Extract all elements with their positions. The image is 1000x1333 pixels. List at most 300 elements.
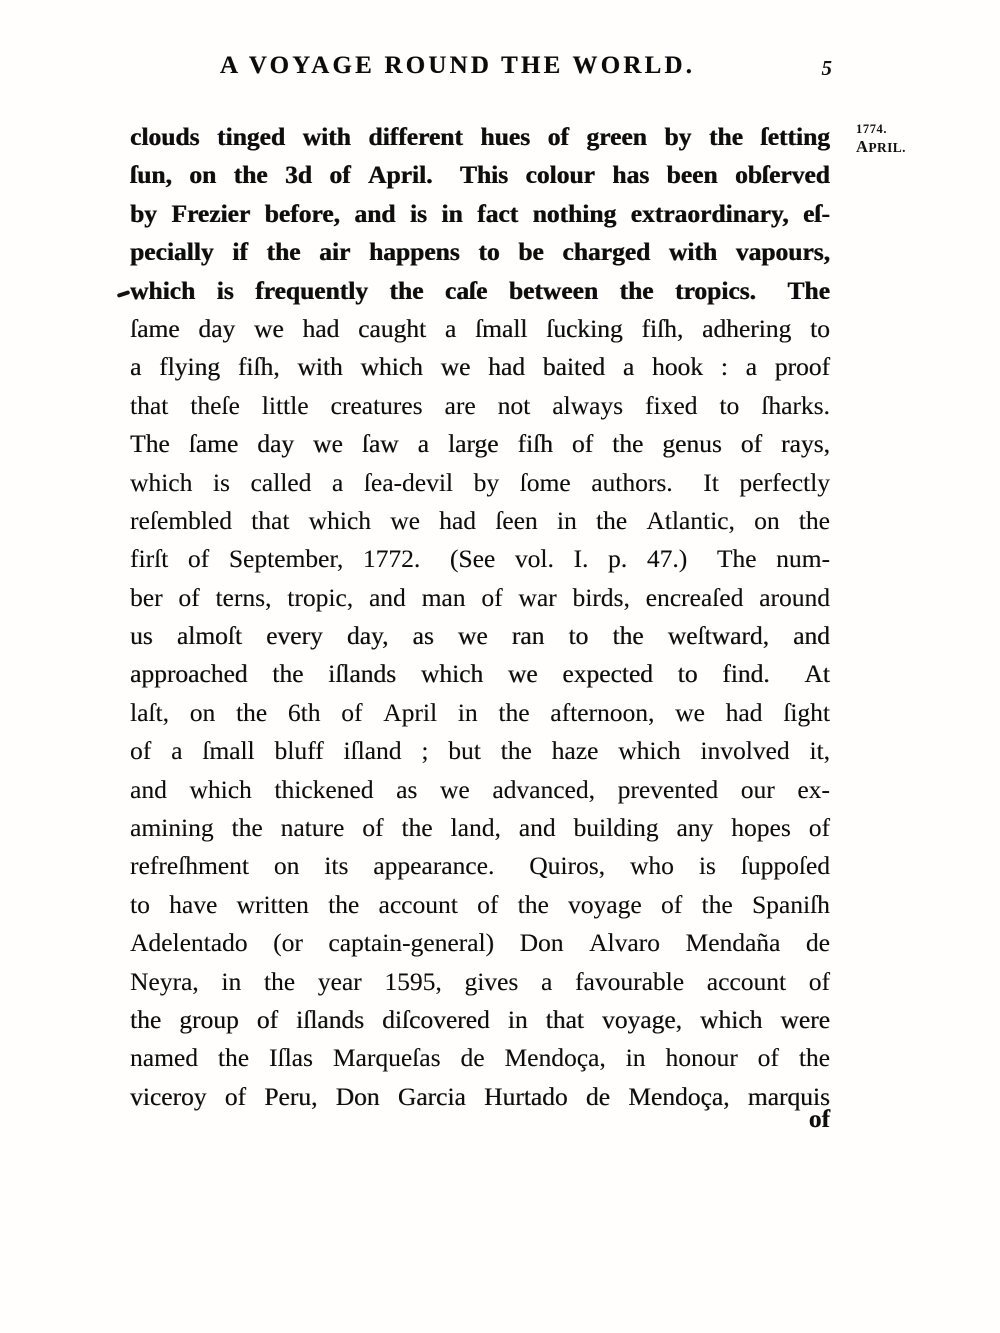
word: 1595,	[384, 966, 442, 996]
word: a	[540, 966, 553, 996]
word: in	[625, 1043, 646, 1073]
word: caught	[358, 313, 427, 343]
word: of	[571, 429, 594, 459]
word: diſcovered	[382, 1004, 490, 1034]
word: involved	[700, 736, 790, 766]
word: which	[360, 352, 423, 382]
word: the	[263, 966, 296, 996]
word: Mendoça,	[504, 1043, 606, 1073]
text-line	[130, 160, 830, 198]
word: laſt,	[130, 697, 169, 727]
word: ſight	[783, 697, 830, 727]
word: the	[235, 697, 268, 727]
word: ſome	[519, 467, 571, 497]
word: birds,	[572, 582, 630, 612]
word: baited	[542, 352, 606, 382]
word: Peru,	[264, 1081, 318, 1111]
word: bluff	[274, 736, 324, 766]
word: 1772.	[362, 544, 421, 574]
word: colour	[525, 160, 595, 190]
text-line	[130, 1005, 830, 1043]
word: ſmall	[202, 736, 255, 766]
word: a	[171, 736, 183, 766]
word: Iſlas	[269, 1043, 313, 1073]
word: we	[507, 659, 538, 689]
word: we	[457, 621, 488, 651]
word: as	[396, 774, 418, 804]
word: by	[664, 122, 692, 151]
word: fiſh,	[641, 313, 684, 343]
word: authors.	[591, 467, 673, 497]
text-line	[130, 352, 830, 390]
text-line	[130, 122, 830, 160]
word: marquis	[747, 1081, 830, 1111]
word: of	[178, 582, 200, 612]
word: ſun,	[130, 160, 172, 190]
word: of	[224, 1081, 246, 1111]
text-line	[130, 851, 830, 889]
word: April.	[367, 160, 433, 190]
word: clouds	[130, 122, 200, 151]
text-line	[130, 276, 830, 314]
word: rays,	[781, 429, 830, 459]
word: our	[740, 774, 775, 804]
word: amining	[130, 813, 214, 843]
text-line	[130, 583, 830, 621]
word: building	[573, 813, 659, 843]
word: fiſh	[517, 429, 553, 459]
word: thickened	[274, 774, 374, 804]
word: the	[517, 889, 549, 919]
word: This	[459, 160, 509, 190]
word: voyage,	[601, 1004, 682, 1034]
word: Spaniſh	[751, 889, 830, 919]
word: on	[189, 160, 217, 190]
word: nothing	[532, 198, 617, 228]
word: in	[441, 198, 463, 228]
word: nature	[280, 813, 345, 843]
word: Marqueſas	[332, 1043, 441, 1073]
word: find.	[722, 659, 770, 689]
word: 3d	[284, 160, 312, 190]
word: (See	[449, 544, 496, 574]
word: vapours,	[735, 237, 830, 267]
word: we	[313, 429, 343, 459]
word: the	[708, 122, 743, 151]
word: It	[703, 467, 719, 497]
text-line	[130, 698, 830, 736]
word: a	[130, 352, 142, 382]
word: extraordinary,	[630, 198, 789, 228]
word: is	[698, 851, 716, 881]
word: hook	[651, 352, 703, 382]
margin-note-year: 1774.	[856, 122, 888, 136]
word: little	[261, 390, 309, 420]
catchword: of	[808, 1104, 830, 1133]
word: a	[745, 352, 757, 382]
word: a	[622, 352, 635, 382]
word: approached	[130, 659, 248, 689]
word: the	[233, 160, 268, 190]
word: perfectly	[739, 467, 830, 497]
word: fact	[477, 198, 519, 228]
word: 6th	[287, 697, 321, 727]
word: haze	[551, 736, 599, 766]
word: called	[250, 467, 312, 497]
word: genus	[662, 429, 722, 459]
word: afternoon,	[550, 697, 655, 727]
word: the	[619, 275, 654, 305]
word: Don	[519, 928, 564, 958]
word: before,	[264, 198, 340, 228]
text-line	[130, 506, 830, 544]
word: The	[130, 429, 170, 459]
word: man	[421, 582, 466, 612]
text-line	[130, 237, 830, 275]
word: Neyra,	[130, 966, 199, 996]
text-line	[130, 1043, 830, 1081]
word: and	[518, 813, 556, 843]
word: the	[266, 237, 301, 267]
stray-ink-mark	[117, 290, 131, 298]
word: refreſhment	[130, 851, 249, 881]
word: Adelentado	[130, 928, 248, 958]
word: in	[556, 505, 577, 535]
word: a	[417, 429, 429, 459]
word: prevented	[617, 774, 719, 804]
word: on	[273, 851, 300, 881]
word: num-	[776, 544, 830, 574]
word: year	[317, 966, 362, 996]
word: the	[798, 505, 830, 535]
word: we	[440, 352, 471, 382]
text-line	[130, 314, 830, 352]
word: on	[189, 697, 216, 727]
word: day	[257, 429, 295, 459]
word: ſuppoſed	[740, 851, 830, 881]
word: we	[439, 774, 470, 804]
word: had	[302, 313, 340, 343]
word: always	[552, 390, 624, 420]
word: creatures	[330, 390, 423, 420]
word: group	[179, 1004, 239, 1034]
word: with	[297, 352, 343, 382]
word: written	[236, 889, 309, 919]
word: pecially	[130, 237, 214, 267]
word: happens	[368, 237, 460, 267]
word: ſucking	[546, 313, 623, 343]
word: Hurtado	[484, 1081, 568, 1111]
body-text-block	[130, 122, 830, 1120]
word: air	[319, 237, 351, 267]
word: the	[130, 1004, 162, 1034]
word: that	[130, 390, 169, 420]
text-line	[130, 890, 830, 928]
word: and	[130, 774, 167, 804]
page-number: 5	[821, 56, 832, 80]
word: the	[389, 275, 424, 305]
word: adhering	[702, 313, 792, 343]
word: hopes	[731, 813, 791, 843]
word: fiſh,	[237, 352, 280, 382]
word: I.	[573, 544, 589, 574]
word: any	[676, 813, 714, 843]
word: Mendaña	[685, 928, 781, 958]
word: of	[256, 1004, 278, 1034]
word: green	[586, 122, 647, 151]
word: :	[720, 352, 728, 382]
word: are	[444, 390, 476, 420]
word: ;	[421, 736, 429, 766]
running-head	[130, 52, 832, 96]
word: ſetting	[760, 122, 830, 151]
word: reſembled	[130, 505, 232, 535]
marginal-date-note	[856, 122, 966, 156]
word: by	[130, 198, 157, 228]
text-line	[130, 928, 830, 966]
word: September,	[228, 544, 344, 574]
word: Don	[335, 1081, 380, 1111]
word: with	[302, 122, 351, 151]
word: is	[216, 275, 234, 305]
word: who	[629, 851, 674, 881]
word: of	[740, 429, 763, 459]
word: voyage	[568, 889, 642, 919]
text-line	[130, 967, 830, 1005]
word: the	[217, 1043, 250, 1073]
word: expected	[562, 659, 653, 689]
word: of	[329, 160, 351, 190]
word: appearance.	[373, 851, 495, 881]
word: that	[251, 505, 290, 535]
word: which	[308, 505, 371, 535]
word: have	[169, 889, 218, 919]
word: eſ-	[803, 198, 830, 228]
word: and	[354, 198, 396, 228]
word: a	[444, 313, 457, 343]
word: a	[331, 467, 344, 497]
word: ſaw	[361, 429, 399, 459]
word: tropic,	[287, 582, 354, 612]
word: been	[666, 160, 718, 190]
word: were	[780, 1004, 830, 1034]
word: to	[810, 313, 830, 343]
text-line	[130, 468, 830, 506]
margin-note-month: APRIL.	[856, 136, 906, 156]
word: account	[378, 889, 458, 919]
word: p.	[608, 544, 628, 574]
word: Mendoça,	[628, 1081, 730, 1111]
word: war	[518, 582, 557, 612]
word: we	[390, 505, 420, 535]
word: the	[401, 813, 433, 843]
word: vol.	[514, 544, 554, 574]
word: 47.)	[646, 544, 688, 574]
word: ſame	[130, 313, 180, 343]
word: encreaſed	[645, 582, 744, 612]
word: on	[754, 505, 780, 535]
word: of	[660, 889, 683, 919]
text-line	[130, 813, 830, 851]
word: Atlantic,	[646, 505, 735, 535]
word: theſe	[190, 390, 240, 420]
word: different	[368, 122, 463, 151]
word: day	[198, 313, 236, 343]
word: is	[409, 198, 427, 228]
word: Frezier	[171, 198, 251, 228]
word: in	[457, 697, 478, 727]
word: ber	[130, 582, 163, 612]
word: frequently	[255, 275, 368, 305]
word: (or	[273, 928, 303, 958]
word: with	[668, 237, 718, 267]
word: it,	[809, 736, 830, 766]
word: of	[341, 697, 363, 727]
word: which	[700, 1004, 763, 1034]
word: as	[412, 621, 434, 651]
word: of	[808, 966, 830, 996]
word: in	[507, 1004, 528, 1034]
text-line	[130, 429, 830, 467]
word: the	[595, 505, 628, 535]
word: the	[612, 621, 644, 651]
word: April	[383, 697, 438, 727]
word: around	[759, 582, 830, 612]
word: the	[328, 889, 360, 919]
word: account	[706, 966, 787, 996]
word: iſlands	[328, 659, 397, 689]
word: be	[518, 237, 544, 267]
word: which	[130, 467, 193, 497]
word: fixed	[645, 390, 698, 420]
word: not	[497, 390, 531, 420]
word: of	[362, 813, 384, 843]
word: to	[130, 889, 150, 919]
word: which	[420, 659, 484, 689]
word: the	[272, 659, 304, 689]
text-line	[130, 736, 830, 774]
word: is	[212, 467, 230, 497]
word: and	[793, 621, 830, 651]
word: viceroy	[130, 1081, 207, 1111]
word: of	[477, 889, 499, 919]
word: charged	[562, 237, 651, 267]
text-line	[130, 391, 830, 429]
word: flying	[159, 352, 221, 382]
word: honour	[665, 1043, 738, 1073]
word: the	[612, 429, 644, 459]
word: firſt	[130, 544, 169, 574]
word: ran	[511, 621, 545, 651]
word: we	[253, 313, 284, 343]
word: between	[508, 275, 599, 305]
word: us	[130, 621, 153, 651]
word: iſlands	[296, 1004, 365, 1034]
word: Garcia	[397, 1081, 466, 1111]
word: hues	[480, 122, 530, 151]
word: if	[232, 237, 248, 267]
word: caſe	[444, 275, 488, 305]
word: proof	[774, 352, 830, 382]
word: Alvaro	[589, 928, 660, 958]
word: de	[460, 1043, 485, 1073]
text-line	[130, 621, 830, 659]
word: the	[798, 1043, 830, 1073]
word: Quiros,	[529, 851, 606, 881]
word: The	[716, 544, 757, 574]
word: large	[447, 429, 499, 459]
word: and	[368, 582, 406, 612]
word: tinged	[217, 122, 286, 151]
word: weſtward,	[667, 621, 769, 651]
word: de	[805, 928, 830, 958]
text-line	[130, 199, 830, 237]
word: which	[189, 774, 252, 804]
word: by	[473, 467, 500, 497]
word: had	[439, 505, 476, 535]
text-line	[130, 659, 830, 697]
running-title: A VOYAGE ROUND THE WORLD.	[219, 52, 696, 79]
word: which	[130, 275, 196, 305]
word: ex-	[797, 774, 830, 804]
word: had	[488, 352, 525, 382]
word: its	[324, 851, 349, 881]
word: ſea-devil	[363, 467, 453, 497]
word: to	[478, 237, 500, 267]
word: almoſt	[176, 621, 242, 651]
word: the	[500, 736, 532, 766]
word: but	[448, 736, 481, 766]
word: favourable	[575, 966, 685, 996]
word: captain-general)	[328, 928, 495, 958]
word: named	[130, 1043, 198, 1073]
word: the	[498, 697, 530, 727]
word: of	[481, 582, 503, 612]
word: of	[130, 736, 152, 766]
word: iſland	[343, 736, 402, 766]
word: tropics.	[674, 275, 756, 305]
word: gives	[464, 966, 519, 996]
word: has	[612, 160, 650, 190]
word: the	[231, 813, 263, 843]
word: of	[187, 544, 210, 574]
word: which	[618, 736, 681, 766]
word: of	[757, 1043, 779, 1073]
word: in	[221, 966, 242, 996]
word: the	[701, 889, 733, 919]
word: that	[545, 1004, 584, 1034]
word: to	[677, 659, 698, 689]
word: The	[787, 275, 830, 305]
word: of	[808, 813, 830, 843]
word: had	[725, 697, 763, 727]
word: At	[804, 659, 830, 689]
word: of	[547, 122, 569, 151]
word: land,	[450, 813, 501, 843]
word: ſeen	[495, 505, 538, 535]
word: obſerved	[734, 160, 830, 190]
word: to	[719, 390, 740, 420]
word: ſmall	[474, 313, 528, 343]
text-line	[130, 544, 830, 582]
word: every	[266, 621, 323, 651]
word: ſharks.	[761, 390, 830, 420]
word: de	[585, 1081, 610, 1111]
word: day,	[346, 621, 389, 651]
text-line	[130, 775, 830, 813]
word: ſame	[188, 429, 239, 459]
word: advanced,	[492, 774, 595, 804]
